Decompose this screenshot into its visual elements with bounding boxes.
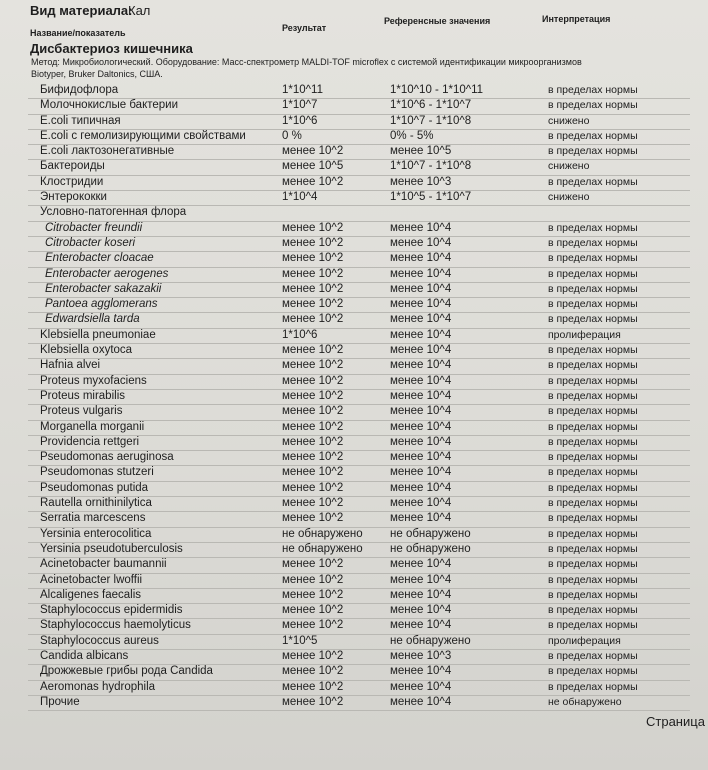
row-reference: менее 10^3 xyxy=(390,175,452,188)
table-row xyxy=(0,574,708,589)
row-result: не обнаружено xyxy=(282,542,363,555)
material-value: Кал xyxy=(128,3,151,18)
row-result: менее 10^2 xyxy=(282,573,344,586)
table-row xyxy=(0,237,708,252)
row-interpretation: снижено xyxy=(548,160,590,173)
row-result: менее 10^2 xyxy=(282,175,344,188)
row-interpretation: в пределах нормы xyxy=(548,389,638,402)
row-name: Proteus myxofaciens xyxy=(40,374,147,387)
row-result: менее 10^2 xyxy=(282,374,344,387)
row-result: менее 10^2 xyxy=(282,558,344,571)
column-header-result: Результат xyxy=(282,23,327,33)
row-reference: 0% - 5% xyxy=(390,129,434,142)
row-result: менее 10^2 xyxy=(282,512,344,525)
column-header-name: Название/показатель xyxy=(30,28,126,38)
row-reference: менее 10^4 xyxy=(390,344,452,357)
row-reference: менее 10^4 xyxy=(390,359,452,372)
row-reference: менее 10^4 xyxy=(390,695,452,708)
row-result: менее 10^2 xyxy=(282,145,344,158)
row-name: Pseudomonas stutzeri xyxy=(40,466,154,479)
row-interpretation: в пределах нормы xyxy=(548,481,638,494)
row-name: Acinetobacter lwoffii xyxy=(40,573,143,586)
row-reference: менее 10^4 xyxy=(390,328,452,341)
row-reference: не обнаружено xyxy=(390,542,471,555)
row-name: Serratia marcescens xyxy=(40,512,146,525)
row-interpretation: в пределах нормы xyxy=(548,221,638,234)
row-interpretation: в пределах нормы xyxy=(548,497,638,510)
row-interpretation: снижено xyxy=(548,114,590,127)
row-reference: менее 10^4 xyxy=(390,236,452,249)
row-interpretation: в пределах нормы xyxy=(548,313,638,326)
row-name: Энтерококки xyxy=(40,191,107,204)
column-header-reference: Референсные значения xyxy=(384,16,491,26)
row-name: Candida albicans xyxy=(40,649,129,662)
row-result: 1*10^6 xyxy=(282,328,318,341)
row-reference: 1*10^6 - 1*10^7 xyxy=(390,99,472,112)
table-row xyxy=(0,421,708,436)
row-reference: менее 10^4 xyxy=(390,466,452,479)
row-interpretation: пролиферация xyxy=(548,634,621,647)
row-reference: менее 10^3 xyxy=(390,649,452,662)
row-reference: менее 10^4 xyxy=(390,512,452,525)
row-result: менее 10^2 xyxy=(282,481,344,494)
row-interpretation: в пределах нормы xyxy=(548,649,638,662)
table-row xyxy=(0,528,708,543)
material-label: Вид материала: xyxy=(30,3,133,18)
table-row xyxy=(0,466,708,481)
row-result: менее 10^2 xyxy=(282,451,344,464)
row-result: менее 10^2 xyxy=(282,252,344,265)
table-row xyxy=(0,359,708,374)
row-result: менее 10^2 xyxy=(282,221,344,234)
row-interpretation: в пределах нормы xyxy=(548,298,638,311)
row-result: менее 10^2 xyxy=(282,420,344,433)
row-reference: менее 10^4 xyxy=(390,588,452,601)
row-result: менее 10^2 xyxy=(282,344,344,357)
row-name: Morganella morganii xyxy=(40,420,145,433)
row-result: менее 10^2 xyxy=(282,389,344,402)
row-reference: 1*10^7 - 1*10^8 xyxy=(390,160,472,173)
row-interpretation: в пределах нормы xyxy=(548,588,638,601)
row-result: менее 10^2 xyxy=(282,435,344,448)
row-result: менее 10^5 xyxy=(282,160,344,173)
row-name: Klebsiella pneumoniae xyxy=(40,328,156,341)
row-reference: 1*10^10 - 1*10^11 xyxy=(390,84,484,96)
row-name: Дрожжевые грибы рода Candida xyxy=(40,665,213,678)
row-name: Молочнокислые бактерии xyxy=(40,99,178,112)
row-name: Proteus mirabilis xyxy=(40,389,125,402)
row-interpretation: в пределах нормы xyxy=(548,451,638,464)
row-reference: менее 10^4 xyxy=(390,481,452,494)
table-row xyxy=(0,222,708,237)
row-interpretation: в пределах нормы xyxy=(548,374,638,387)
row-interpretation: в пределах нормы xyxy=(548,175,638,188)
row-interpretation: в пределах нормы xyxy=(548,267,638,280)
table-row xyxy=(0,635,708,650)
row-reference: менее 10^4 xyxy=(390,405,452,418)
row-name: Rautella ornithinilytica xyxy=(40,497,152,510)
row-interpretation: в пределах нормы xyxy=(548,405,638,418)
row-interpretation: в пределах нормы xyxy=(548,527,638,540)
row-result: менее 10^2 xyxy=(282,695,344,708)
row-name: Hafnia alvei xyxy=(40,359,101,372)
row-reference: менее 10^4 xyxy=(390,252,452,265)
material-row xyxy=(30,3,151,18)
row-reference: менее 10^4 xyxy=(390,665,452,678)
row-name: Alcaligenes faecalis xyxy=(40,588,142,601)
row-result: 0 % xyxy=(282,129,302,142)
row-reference: менее 10^5 xyxy=(390,145,452,158)
row-result: менее 10^2 xyxy=(282,267,344,280)
table-row xyxy=(0,344,708,359)
row-result: менее 10^2 xyxy=(282,588,344,601)
table-row xyxy=(0,329,708,344)
section-title: Дисбактериоз кишечника xyxy=(30,41,193,56)
row-reference: 1*10^5 - 1*10^7 xyxy=(390,191,472,204)
row-name: Бактероиды xyxy=(40,160,105,173)
row-reference: менее 10^4 xyxy=(390,435,452,448)
row-name: Staphylococcus haemolyticus xyxy=(40,619,191,632)
table-row xyxy=(0,619,708,634)
row-interpretation: в пределах нормы xyxy=(548,359,638,372)
row-interpretation: пролиферация xyxy=(548,328,621,341)
table-row xyxy=(0,604,708,619)
table-row xyxy=(0,482,708,497)
row-name: Enterobacter sakazakii xyxy=(45,282,162,295)
row-result: менее 10^2 xyxy=(282,359,344,372)
row-name: Proteus vulgaris xyxy=(40,405,123,418)
row-reference: не обнаружено xyxy=(390,634,471,647)
table-row xyxy=(0,681,708,696)
row-interpretation: в пределах нормы xyxy=(548,665,638,678)
row-result: 1*10^11 xyxy=(282,84,323,96)
table-row xyxy=(0,436,708,451)
table-row xyxy=(0,298,708,313)
table-row xyxy=(0,558,708,573)
row-name: Прочие xyxy=(40,695,80,708)
row-name: Staphylococcus epidermidis xyxy=(40,604,183,617)
row-reference: менее 10^4 xyxy=(390,313,452,326)
table-row xyxy=(0,206,708,221)
row-interpretation: в пределах нормы xyxy=(548,466,638,479)
row-result: менее 10^2 xyxy=(282,298,344,311)
row-name: Citrobacter koseri xyxy=(45,236,136,249)
table-row xyxy=(0,313,708,328)
row-result: не обнаружено xyxy=(282,527,363,540)
row-result: менее 10^2 xyxy=(282,405,344,418)
row-interpretation: в пределах нормы xyxy=(548,604,638,617)
table-row xyxy=(0,145,708,160)
row-reference: менее 10^4 xyxy=(390,619,452,632)
table-row xyxy=(0,665,708,680)
table-row xyxy=(0,543,708,558)
row-interpretation: в пределах нормы xyxy=(548,680,638,693)
row-interpretation: в пределах нормы xyxy=(548,99,638,112)
row-reference: менее 10^4 xyxy=(390,451,452,464)
row-result: менее 10^2 xyxy=(282,665,344,678)
row-name: Pseudomonas putida xyxy=(40,481,149,494)
row-result: 1*10^4 xyxy=(282,191,318,204)
page-label: Страница xyxy=(646,714,705,729)
row-reference: менее 10^4 xyxy=(390,558,452,571)
row-name: Aeromonas hydrophila xyxy=(40,680,156,693)
row-reference: менее 10^4 xyxy=(390,389,452,402)
row-interpretation: в пределах нормы xyxy=(548,619,638,632)
row-name: Pseudomonas aeruginosa xyxy=(40,451,174,464)
table-row xyxy=(0,130,708,145)
row-reference: менее 10^4 xyxy=(390,374,452,387)
table-row xyxy=(0,451,708,466)
row-name: Yersinia pseudotuberculosis xyxy=(40,542,183,555)
table-row xyxy=(0,84,708,99)
row-reference: менее 10^4 xyxy=(390,298,452,311)
table-row xyxy=(0,268,708,283)
table-row xyxy=(0,99,708,114)
row-reference: не обнаружено xyxy=(390,527,471,540)
table-row xyxy=(0,283,708,298)
row-interpretation: снижено xyxy=(548,191,590,204)
row-name: Citrobacter freundii xyxy=(45,221,143,234)
row-reference: менее 10^4 xyxy=(390,267,452,280)
row-name: Edwardsiella tarda xyxy=(45,313,140,326)
row-result: менее 10^2 xyxy=(282,282,344,295)
table-row xyxy=(0,390,708,405)
row-interpretation: в пределах нормы xyxy=(548,282,638,295)
row-name: E.coli лактозонегативные xyxy=(40,145,175,158)
row-result: 1*10^7 xyxy=(282,99,318,112)
row-interpretation: не обнаружено xyxy=(548,695,622,708)
method-description: Метод: Микробиологический. Оборудование: Масс-спектрометр MALDI-TOF microflex с системой идентификации микроорганизмов Biotyper, Bruker Daltonics, США. xyxy=(31,57,582,79)
row-result: менее 10^2 xyxy=(282,619,344,632)
table-row xyxy=(0,696,708,711)
table-row xyxy=(0,497,708,512)
row-reference: менее 10^4 xyxy=(390,282,452,295)
row-interpretation: в пределах нормы xyxy=(548,129,638,142)
row-reference: менее 10^4 xyxy=(390,420,452,433)
table-row xyxy=(0,115,708,130)
row-name: Yersinia enterocolitica xyxy=(40,527,152,540)
row-name: Acinetobacter baumannii xyxy=(40,558,167,571)
table-row xyxy=(0,650,708,665)
table-row xyxy=(0,512,708,527)
table-row xyxy=(0,160,708,175)
row-name: Providencia rettgeri xyxy=(40,435,140,448)
row-result: менее 10^2 xyxy=(282,236,344,249)
row-interpretation: в пределах нормы xyxy=(548,573,638,586)
table-row xyxy=(0,176,708,191)
row-result: менее 10^2 xyxy=(282,680,344,693)
row-reference: менее 10^4 xyxy=(390,221,452,234)
row-result: менее 10^2 xyxy=(282,466,344,479)
table-row xyxy=(0,252,708,267)
row-interpretation: в пределах нормы xyxy=(548,420,638,433)
row-interpretation: в пределах нормы xyxy=(548,145,638,158)
row-interpretation: в пределах нормы xyxy=(548,542,638,555)
row-interpretation: в пределах нормы xyxy=(548,344,638,357)
row-result: менее 10^2 xyxy=(282,649,344,662)
row-reference: менее 10^4 xyxy=(390,680,452,693)
row-interpretation: в пределах нормы xyxy=(548,84,638,96)
row-result: менее 10^2 xyxy=(282,313,344,326)
row-name: Klebsiella oxytoca xyxy=(40,344,133,357)
row-result: менее 10^2 xyxy=(282,497,344,510)
row-reference: менее 10^4 xyxy=(390,573,452,586)
row-interpretation: в пределах нормы xyxy=(548,435,638,448)
row-name: E.coli с гемолизирующими свойствами xyxy=(40,129,246,142)
column-header-interpretation: Интерпретация xyxy=(542,14,611,24)
row-name: E.coli типичная xyxy=(40,114,121,127)
row-interpretation: в пределах нормы xyxy=(548,252,638,265)
row-name: Pantoea agglomerans xyxy=(45,298,158,311)
row-interpretation: в пределах нормы xyxy=(548,558,638,571)
table-row xyxy=(0,405,708,420)
row-interpretation: в пределах нормы xyxy=(548,236,638,249)
row-divider xyxy=(28,710,690,711)
table-row xyxy=(0,589,708,604)
table-row xyxy=(0,191,708,206)
results-table xyxy=(0,84,708,711)
row-result: 1*10^6 xyxy=(282,114,318,127)
row-reference: 1*10^7 - 1*10^8 xyxy=(390,114,472,127)
row-name: Staphylococcus aureus xyxy=(40,634,159,647)
row-name: Условно-патогенная флора xyxy=(40,206,187,219)
row-result: 1*10^5 xyxy=(282,634,318,647)
row-interpretation: в пределах нормы xyxy=(548,512,638,525)
row-name: Бифидофлора xyxy=(40,84,119,96)
row-name: Enterobacter aerogenes xyxy=(45,267,169,280)
row-reference: менее 10^4 xyxy=(390,497,452,510)
table-row xyxy=(0,375,708,390)
row-name: Enterobacter cloacae xyxy=(45,252,154,265)
row-result: менее 10^2 xyxy=(282,604,344,617)
row-name: Клостридии xyxy=(40,175,104,188)
row-reference: менее 10^4 xyxy=(390,604,452,617)
